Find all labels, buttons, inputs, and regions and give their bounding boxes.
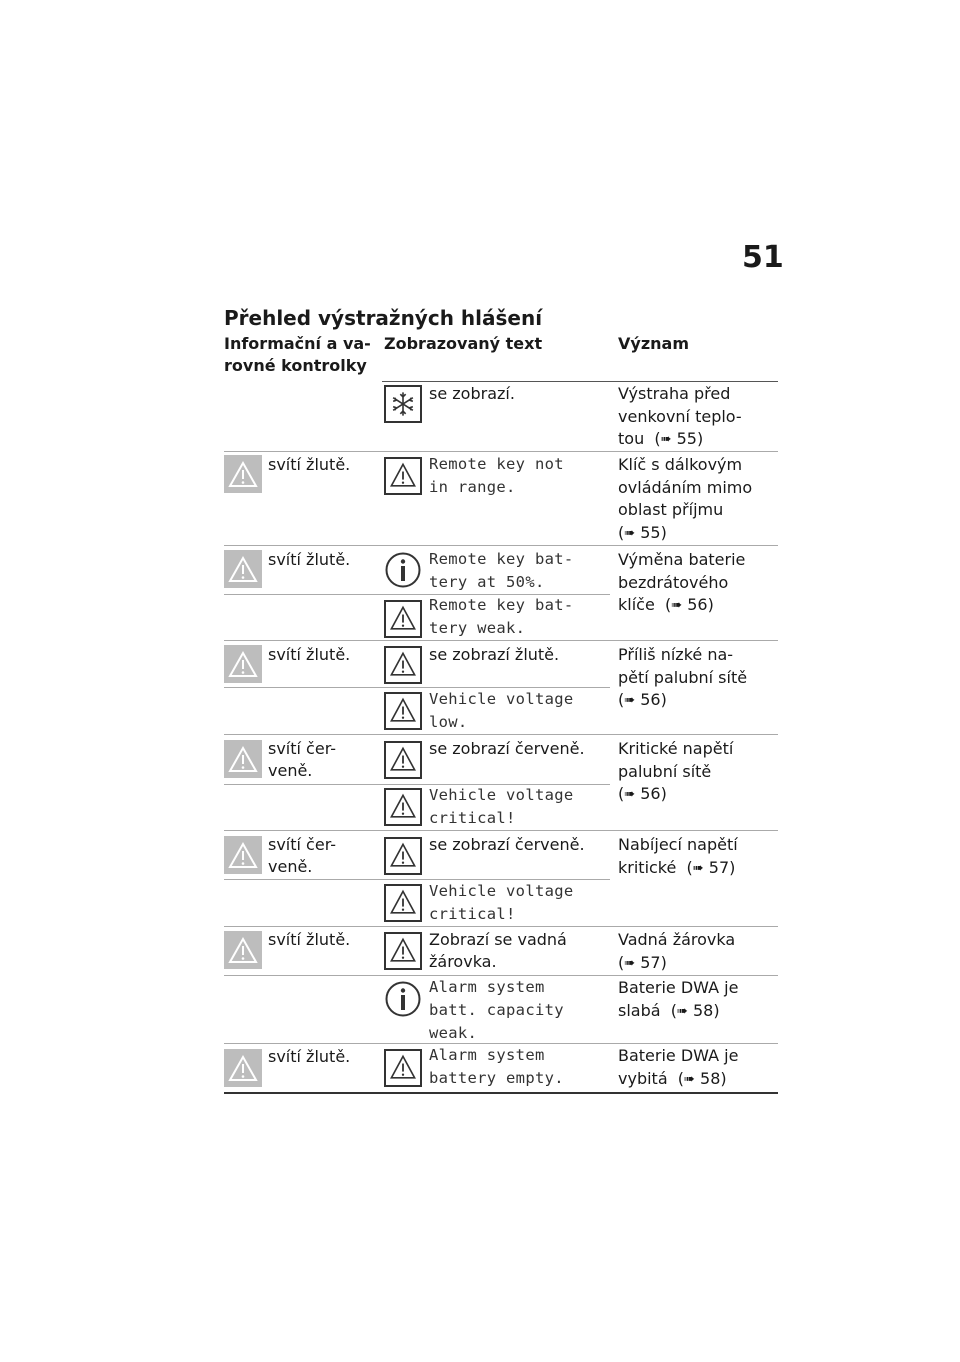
meaning-line: Výměna baterie	[618, 550, 746, 569]
display-line: in range.	[429, 478, 516, 496]
lamp-state-line: svítí čer-	[268, 835, 337, 854]
reference-arrow-icon: ➠	[676, 1003, 688, 1019]
page-reference[interactable]: 58	[692, 1000, 714, 1020]
meaning-line: venkovní teplo-	[618, 406, 742, 426]
lamp-state: svítí žlutě.	[268, 1047, 351, 1066]
display-line: critical!	[429, 809, 516, 827]
page-reference[interactable]: 55	[640, 522, 661, 542]
reference-arrow-icon: ➠	[624, 693, 636, 708]
display-text	[429, 548, 609, 594]
meaning-line: Klíč s dálkovým	[618, 455, 743, 474]
meaning	[618, 834, 778, 880]
page-reference[interactable]: 55	[676, 429, 697, 448]
meaning-line: (➠ 55)	[618, 522, 778, 546]
page-reference[interactable]: 58	[700, 1068, 721, 1088]
header-lamps-line2: rovné kontrolky	[224, 356, 367, 375]
display-line: Remote key bat-	[429, 596, 574, 614]
lamp-state: svítí žlutě.	[268, 455, 351, 474]
reference-arrow-icon: ➠	[624, 787, 636, 802]
row-divider	[224, 640, 778, 641]
warning-triangle-icon	[384, 692, 422, 730]
row-divider	[224, 830, 778, 831]
warning-triangle-icon	[384, 600, 422, 638]
meaning-line: Baterie DWA je	[618, 1046, 739, 1065]
page-reference[interactable]: 56	[687, 595, 708, 614]
warning-lamp-icon	[224, 455, 262, 493]
header-lamps-line1: Informační a va-	[224, 334, 371, 353]
meaning-line: tou (➠ 55)	[618, 428, 778, 452]
display-line: battery empty.	[429, 1069, 564, 1087]
meaning-line: Příliš nízké na-	[618, 645, 734, 664]
meaning	[618, 977, 778, 1023]
display-line: Alarm system	[429, 978, 545, 996]
display-line: Zobrazí se vadná	[429, 930, 567, 949]
lamp-state-line: svítí čer-	[268, 739, 337, 758]
warning-triangle-icon	[384, 457, 422, 495]
display-text	[429, 784, 609, 830]
snowflake-icon	[384, 385, 422, 423]
display-line: Vehicle voltage	[429, 690, 574, 708]
meaning	[618, 644, 778, 713]
lamp-state-line: veně.	[268, 761, 313, 780]
meaning-line: Kritické napětí	[618, 739, 734, 758]
page-reference[interactable]: 56	[640, 784, 661, 803]
display-line: Alarm system	[429, 1046, 545, 1064]
info-icon	[384, 551, 422, 589]
display-line: batt. capacity	[429, 1001, 564, 1019]
display-text: se zobrazí červeně.	[429, 835, 585, 854]
meaning-line: (➠ 56)	[618, 783, 778, 807]
reference-arrow-icon: ➠	[684, 1071, 695, 1087]
display-line: critical!	[429, 905, 516, 923]
warning-lamp-icon	[224, 1049, 262, 1087]
meaning-line: slabá (➠ 58)	[618, 1000, 778, 1024]
meaning	[618, 1045, 778, 1091]
reference-arrow-icon: ➠	[660, 432, 672, 447]
page-reference[interactable]: 57	[708, 857, 730, 877]
display-line: weak.	[429, 1024, 478, 1042]
warning-triangle-icon	[384, 884, 422, 922]
meaning	[618, 383, 778, 452]
display-line: žárovka.	[429, 952, 497, 971]
page-reference[interactable]: 57	[640, 952, 661, 972]
warning-lamp-icon	[224, 931, 262, 969]
display-text	[429, 453, 609, 499]
lamp-state	[268, 738, 368, 782]
warning-triangle-icon	[384, 646, 422, 684]
display-text	[429, 880, 609, 926]
lamp-state-line: veně.	[268, 857, 313, 876]
meaning-line: Baterie DWA je	[618, 978, 739, 997]
header-meaning: Význam	[618, 334, 689, 353]
reference-arrow-icon: ➠	[671, 598, 683, 613]
display-text	[429, 976, 609, 1045]
warning-lamp-icon	[224, 836, 262, 874]
header-divider	[382, 381, 778, 382]
meaning	[618, 738, 778, 807]
meaning-line: vybitá (➠ 58)	[618, 1068, 778, 1092]
row-divider	[224, 926, 778, 927]
warning-lamp-icon	[224, 550, 262, 588]
section-title: Přehled výstražných hlášení	[224, 306, 543, 330]
display-line: Vehicle voltage	[429, 786, 574, 804]
reference-arrow-icon: ➠	[624, 955, 636, 971]
display-text	[429, 1044, 609, 1090]
warning-triangle-icon	[384, 741, 422, 779]
meaning-line: Nabíjecí napětí	[618, 835, 738, 854]
meaning-line: ovládáním mimo	[618, 477, 753, 497]
lamp-state: svítí žlutě.	[268, 550, 351, 569]
warning-triangle-icon	[384, 788, 422, 826]
warning-lamp-icon	[224, 645, 262, 683]
header-lamps	[224, 333, 371, 377]
warning-triangle-icon	[384, 1049, 422, 1087]
display-text: se zobrazí žlutě.	[429, 645, 560, 664]
warning-triangle-icon	[384, 837, 422, 875]
row-divider	[224, 545, 778, 546]
meaning	[618, 454, 778, 545]
meaning-line: (➠ 56)	[618, 689, 778, 713]
meaning	[618, 929, 778, 975]
display-line: Vehicle voltage	[429, 882, 574, 900]
header-display-text: Zobrazovaný text	[384, 334, 543, 353]
meaning-line: Výstraha před	[618, 384, 731, 403]
info-icon	[384, 980, 422, 1018]
meaning-line: pětí palubní sítě	[618, 667, 748, 687]
meaning-line: oblast příjmu	[618, 500, 724, 519]
display-line: Remote key not	[429, 455, 564, 473]
display-line: tery at 50%.	[429, 573, 545, 591]
lamp-state: svítí žlutě.	[268, 645, 351, 664]
reference-arrow-icon: ➠	[624, 525, 636, 541]
page-number: 51	[742, 240, 784, 275]
warning-triangle-icon	[384, 932, 422, 970]
meaning-line: (➠ 57)	[618, 952, 778, 976]
display-line: low.	[429, 713, 468, 731]
meaning-line: palubní sítě	[618, 761, 712, 781]
row-divider	[224, 451, 778, 452]
display-text	[429, 929, 609, 973]
meaning-line: klíče (➠ 56)	[618, 594, 778, 618]
display-text: se zobrazí červeně.	[429, 739, 585, 758]
display-line: Remote key bat-	[429, 550, 574, 568]
warning-lamp-icon	[224, 740, 262, 778]
meaning-line: bezdrátového	[618, 572, 729, 592]
lamp-state: svítí žlutě.	[268, 930, 351, 949]
row-divider	[224, 734, 778, 735]
reference-arrow-icon: ➠	[692, 860, 704, 876]
meaning-line: Vadná žárovka	[618, 930, 736, 949]
page-reference[interactable]: 56	[640, 690, 661, 709]
display-line: tery weak.	[429, 619, 526, 637]
display-text	[429, 594, 609, 640]
display-text	[429, 688, 609, 734]
meaning-line: kritické (➠ 57)	[618, 857, 778, 881]
lamp-state	[268, 834, 368, 878]
table-bottom-border	[224, 1092, 778, 1094]
display-text: se zobrazí.	[429, 384, 515, 403]
meaning	[618, 549, 778, 618]
